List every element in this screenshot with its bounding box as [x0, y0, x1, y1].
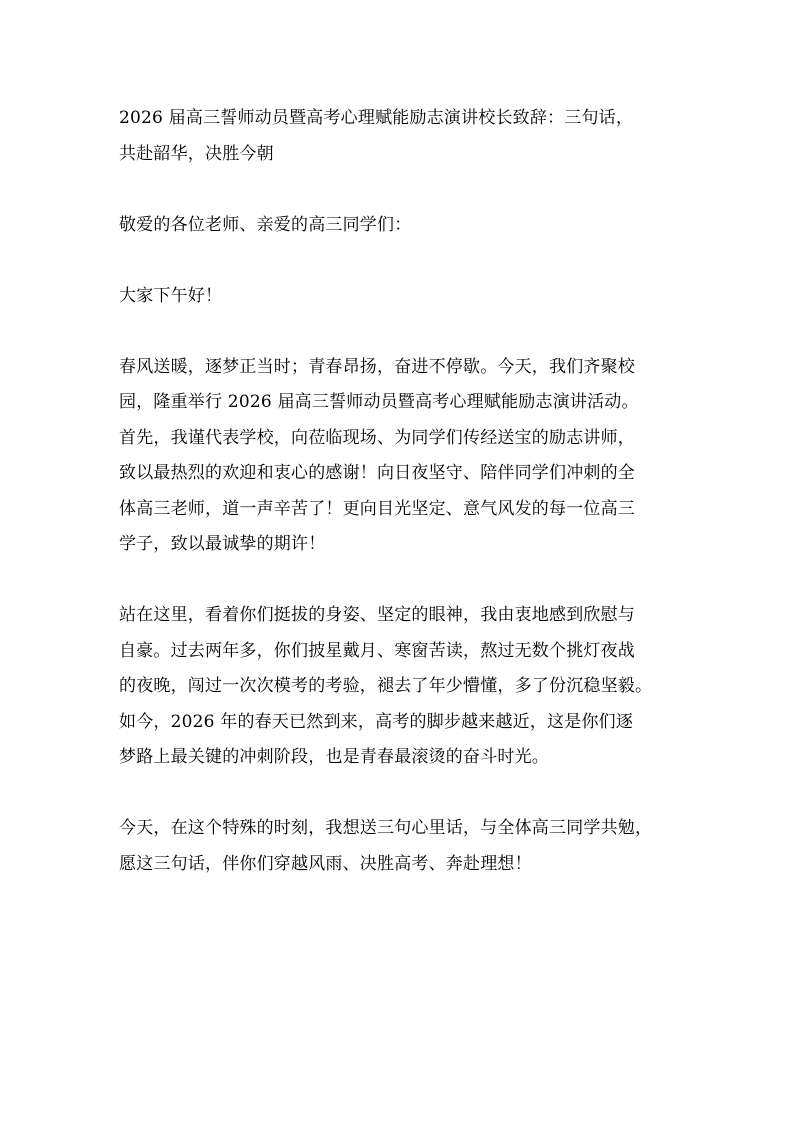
salutation: 敬爱的各位老师、亲爱的高三同学们：	[119, 214, 412, 235]
paragraph-line: 如今，2026 年的春天已然到来，高考的脚步越来越近，这是你们逐	[119, 711, 634, 732]
paragraph-three-words	[119, 811, 679, 882]
greeting: 大家下午好！	[119, 285, 223, 306]
paragraph-line: 致以最热烈的欢迎和衷心的感谢！向日夜坚守、陪伴同学们冲刺的全	[119, 463, 635, 483]
document-title	[119, 101, 679, 172]
paragraph-line: 今天，在这个特殊的时刻，我想送三句心里话，与全体高三同学共勉，	[119, 818, 653, 838]
paragraph-opening	[119, 350, 679, 563]
paragraph-line: 的夜晚，闯过一次次模考的考验，褪去了年少懵懂，多了份沉稳坚毅。	[119, 676, 653, 696]
paragraph-line: 梦路上最关键的冲刺阶段，也是青春最滚烫的奋斗时光。	[119, 747, 549, 767]
document-body	[119, 101, 679, 918]
paragraph-line: 体高三老师，道一声辛苦了！更向目光坚定、意气风发的每一位高三	[119, 498, 635, 519]
paragraph-line: 愿这三句话，伴你们穿越风雨、决胜高考、奔赴理想！	[119, 853, 532, 874]
paragraph-line: 站在这里，看着你们挺拔的身姿、坚定的眼神，我由衷地感到欣慰与	[119, 605, 635, 625]
paragraph-line: 自豪。过去两年多，你们披星戴月、寒窗苦读，熬过无数个挑灯夜战	[119, 640, 635, 661]
paragraph-line: 学子，致以最诚挚的期许！	[119, 534, 326, 554]
paragraph-line: 首先，我谨代表学校，向莅临现场、为同学们传经送宝的励志讲师，	[119, 427, 635, 448]
paragraph-line: 园，隆重举行 2026 届高三誓师动员暨高考心理赋能励志演讲活动。	[119, 392, 639, 412]
title-line-1: 2026 届高三誓师动员暨高考心理赋能励志演讲校长致辞：三句话，	[119, 108, 634, 128]
paragraph-reflection	[119, 598, 679, 776]
title-line-2: 共赴韶华，决胜今朝	[119, 143, 274, 164]
paragraph-line: 春风送暖，逐梦正当时；青春昂扬，奋进不停歇。今天，我们齐聚校	[119, 356, 635, 377]
